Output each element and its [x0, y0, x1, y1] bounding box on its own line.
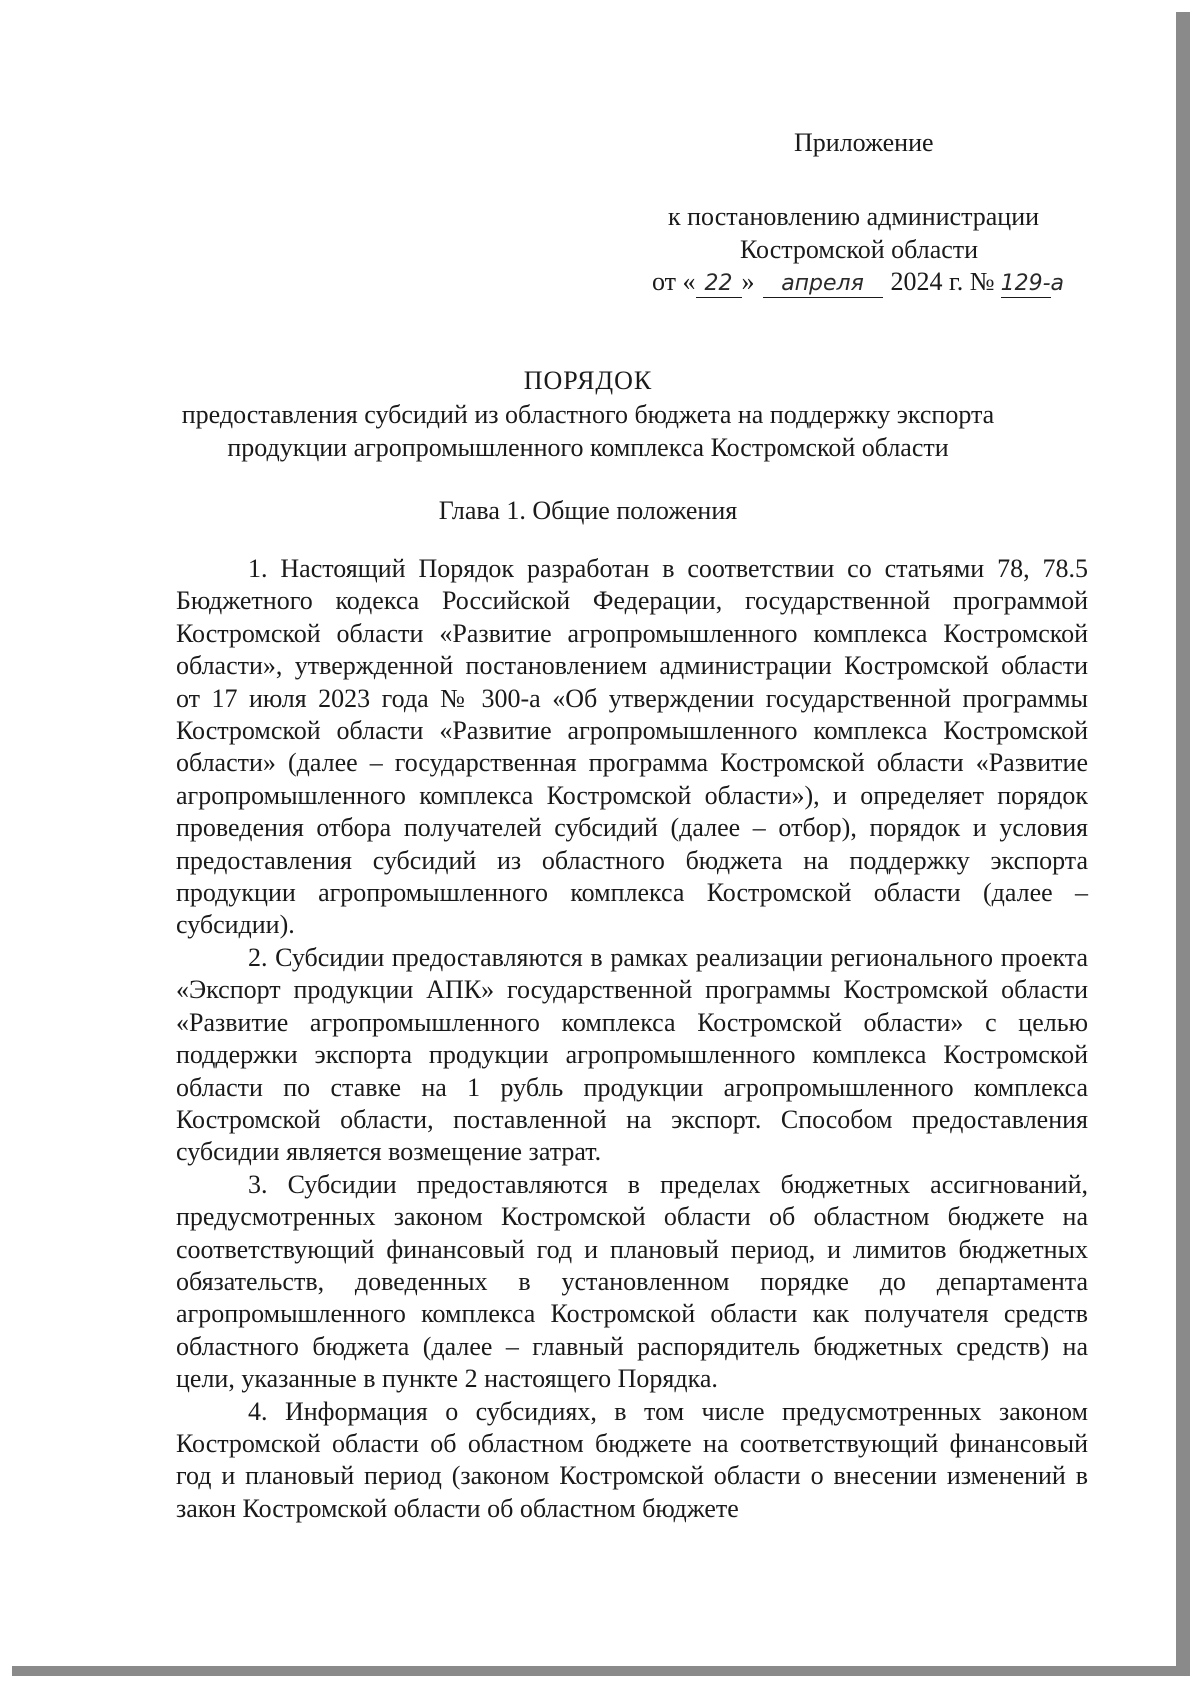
- attachment-title: Приложение: [794, 128, 934, 157]
- attachment-line-2: Костромской области: [740, 235, 979, 264]
- handwritten-day: 22: [696, 271, 742, 298]
- page-shadow-right: [1176, 12, 1190, 1674]
- page-shadow-bottom: [12, 1666, 1190, 1676]
- date-mid: »: [741, 267, 755, 296]
- document-subtitle-line-2: продукции агропромышленного комплекса Костромской области: [227, 433, 949, 462]
- paragraph-2: 2. Субсидии предоставляются в рамках реализации регионального проекта «Экспорт продукции АПК» государственной программы Костромской области «Развитие агропромышленного комплекса Костромской области» с целью поддержки экспорта продукции агропромышленного комплекса Костромской области по ставке на 1 рубль продукции агропромышленного комплекса Костромской области, поставленной на экспорт. Способом предоставления субсидии является возмещение затрат.: [176, 942, 1088, 1167]
- document-title: ПОРЯДОК: [523, 366, 653, 395]
- attachment-line-1: к постановлению администрации: [668, 202, 1040, 231]
- handwritten-number: 129-а: [1000, 271, 1064, 296]
- handwritten-month: апреля: [763, 271, 883, 298]
- chapter-heading: Глава 1. Общие положения: [438, 496, 738, 525]
- paragraph-3: 3. Субсидии предоставляются в пределах бюджетных ассигнований, предусмотренных законом Костромской области об областном бюджете на соответствующий финансовый год и плановый период, и лимитов бюджетных обязательств, доведенных в установленном порядке до департамента агропромышленного комплекса Костромской области как получателя средств областного бюджета (далее – главный распорядитель бюджетных средств) на цели, указанные в пункте 2 настоящего Порядка.: [176, 1169, 1088, 1394]
- paragraph-1: 1. Настоящий Порядок разработан в соответствии со статьями 78, 78.5 Бюджетного кодекса Российской Федерации, государственной программой Костромской области «Развитие агропромышленного комплекса Костромской области», утвержденной постановлением администрации Костромской области от 17 июля 2023 года № 300-а «Об утверждении государственной программы Костромской области «Развитие агропромышленного комплекса Костромской области» (далее – государственная программа Костромской области «Развитие агропромышленного комплекса Костромской области»), и определяет порядок проведения отбора получателей субсидий (далее – отбор), порядок и условия предоставления субсидий из областного бюджета на поддержку экспорта продукции агропромышленного комплекса Костромской области (далее – субсидии).: [176, 554, 1088, 940]
- document-subtitle-line-1: предоставления субсидий из областного бюджета на поддержку экспорта: [181, 400, 995, 429]
- year-text: 2024 г. №: [890, 267, 995, 296]
- document-body: [176, 553, 1088, 1525]
- attachment-date-line: [652, 265, 1064, 299]
- paragraph-4: 4. Информация о субсидиях, в том числе предусмотренных законом Костромской области об областном бюджете на соответствующий финансовый год и плановый период (законом Костромской области о внесении изменений в закон Костромской области об областном бюджете: [176, 1396, 1088, 1523]
- date-prefix: от «: [652, 267, 696, 296]
